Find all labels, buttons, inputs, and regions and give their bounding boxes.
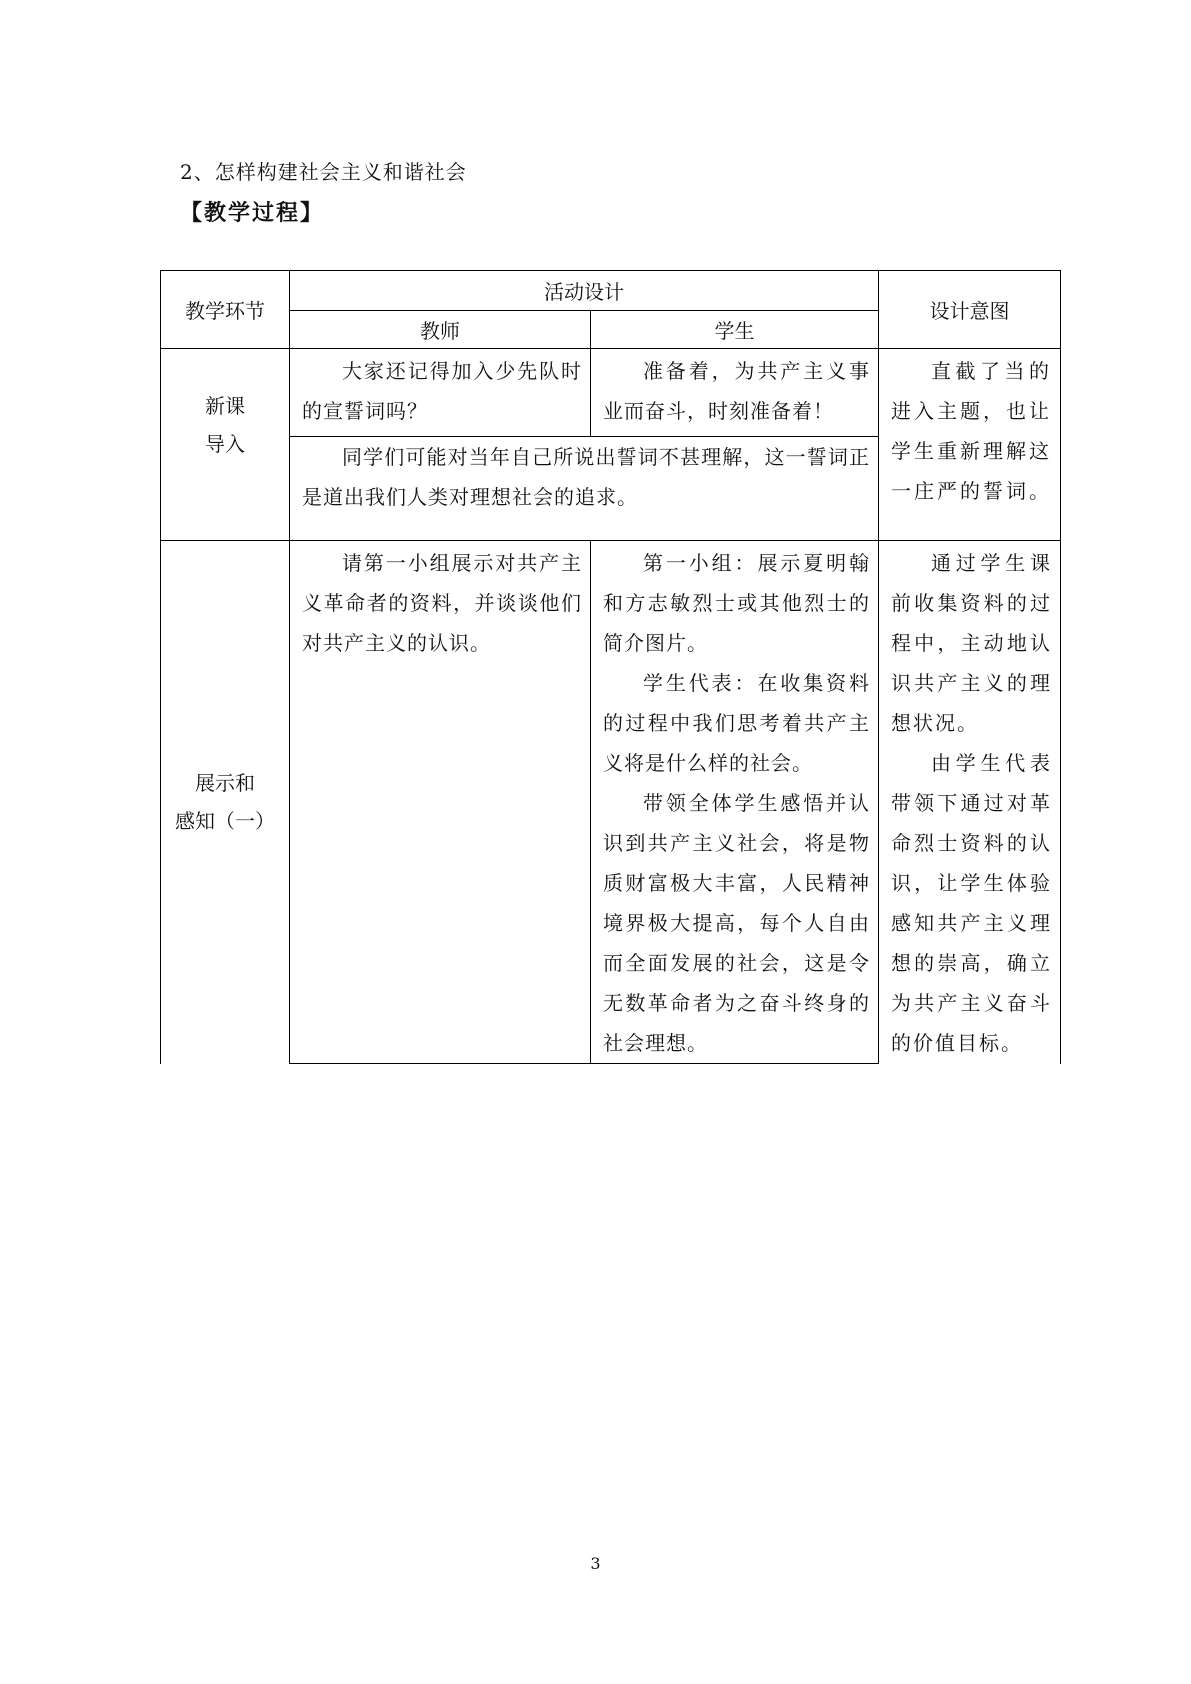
teaching-process-table <box>160 270 1061 1064</box>
stage-label-line2: 导入 <box>205 431 245 456</box>
teacher-text: 请第一小组展示对共产主义革命者的资料，并谈谈他们对共产主义的认识。 <box>302 551 582 655</box>
intent-paragraph: 通过学生课前收集资料的过程中，主动地认识共产主义的理想状况。 <box>891 551 1052 735</box>
student-cell <box>591 541 879 1064</box>
page-number: 3 <box>590 1554 601 1573</box>
merged-activity-text: 同学们可能对当年自己所说出誓词不甚理解，这一誓词正是道出我们人类对理想社会的追求。 <box>302 445 870 509</box>
header-activity: 活动设计 <box>290 271 879 311</box>
header-student: 学生 <box>591 311 879 349</box>
teacher-cell <box>290 349 591 437</box>
header-teacher: 教师 <box>290 311 591 349</box>
table-row <box>161 541 1061 1064</box>
intent-text: 直截了当的进入主题，也让学生重新理解这一庄严的誓词。 <box>891 359 1052 503</box>
intent-paragraph: 由学生代表带领下通过对革命烈士资料的认识，让学生体验感知共产主义理想的崇高，确立为共产主义奋斗的价值目标。 <box>891 751 1052 1055</box>
section-heading: 2、怎样构建社会主义和谐社会 <box>180 160 467 184</box>
intent-cell <box>879 349 1061 541</box>
stage-cell <box>161 349 290 541</box>
intent-cell <box>879 541 1061 1064</box>
header-intent: 设计意图 <box>879 271 1061 349</box>
merged-activity-cell <box>290 437 879 541</box>
stage-label-line1: 展示和 <box>195 771 255 796</box>
teacher-text: 大家还记得加入少先队时的宣誓词吗？ <box>302 359 582 423</box>
student-paragraph: 带领全体学生感悟并认识到共产主义社会，将是物质财富极大丰富，人民精神境界极大提高，每个人自由而全面发展的社会，这是令无数革命者为之奋斗终身的社会理想。 <box>603 791 870 1055</box>
student-text: 准备着，为共产主义事业而奋斗，时刻准备着！ <box>603 359 870 423</box>
teacher-cell <box>290 541 591 1064</box>
student-paragraph: 学生代表：在收集资料的过程中我们思考着共产主义将是什么样的社会。 <box>603 671 870 775</box>
student-paragraph: 第一小组：展示夏明翰和方志敏烈士或其他烈士的简介图片。 <box>603 551 870 655</box>
table-row <box>161 349 1061 437</box>
stage-label-line1: 新课 <box>205 393 245 418</box>
stage-cell <box>161 541 290 1064</box>
table-header-row <box>161 271 1061 311</box>
student-cell <box>591 349 879 437</box>
header-stage: 教学环节 <box>161 271 290 349</box>
stage-label-line2: 感知（一） <box>175 809 275 834</box>
section-title: 【教学过程】 <box>180 200 325 226</box>
